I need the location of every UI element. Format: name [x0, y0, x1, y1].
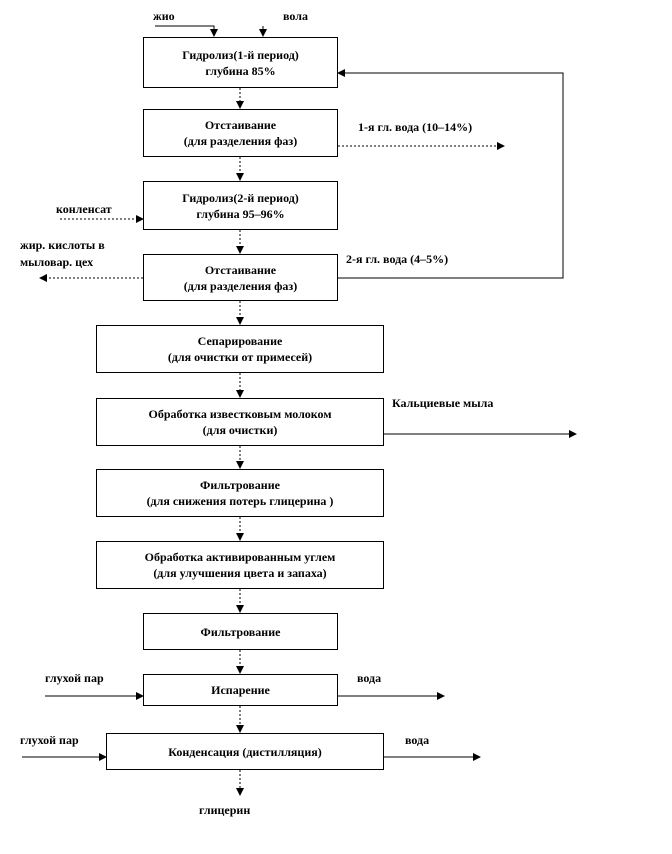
- label-water2-output: 2-я гл. вода (4–5%): [346, 252, 449, 266]
- label-glycerin-output: глицерин: [199, 803, 251, 817]
- step-settling-2: [143, 254, 338, 301]
- step-lime-treatment: [96, 398, 384, 446]
- label-fatty-acids-line1: жир. кислоты в: [20, 238, 105, 252]
- step-title: Отстаивание: [204, 118, 277, 132]
- step-subtitle: глубина 85%: [205, 63, 276, 78]
- label-fat-input: жио: [153, 9, 175, 23]
- step-evaporation: [143, 674, 338, 706]
- step-subtitle: (для разделения фаз): [183, 278, 298, 293]
- step-title: Обработка известковым молоком: [148, 407, 332, 421]
- label-water-evap-output: вода: [357, 671, 382, 685]
- step-title: Фильтрование: [200, 478, 280, 492]
- step-filtration-2: [143, 613, 338, 650]
- step-settling-1: [143, 109, 338, 157]
- label-calcium-soaps-output: Кальциевые мыла: [392, 396, 494, 410]
- step-title: Испарение: [211, 683, 270, 697]
- step-subtitle: (для очистки от примесей): [167, 350, 313, 364]
- step-title: Гидролиз(1-й период): [182, 47, 299, 62]
- step-separation: [96, 325, 384, 373]
- arrow-fat-in: [155, 26, 214, 36]
- label-water-input: вола: [283, 9, 308, 23]
- label-condensate-input: конленсат: [56, 202, 112, 216]
- step-title: Конденсация (дистилляция): [168, 744, 322, 759]
- step-subtitle: (для разделения фаз): [183, 134, 298, 148]
- label-water-cond-output: вода: [405, 733, 430, 747]
- label-water1-output: 1-я гл. вода (10–14%): [358, 120, 473, 134]
- step-hydrolysis-1: [143, 37, 338, 88]
- step-title: Обработка активированным углем: [144, 550, 336, 564]
- step-subtitle: (для улучшения цвета и запаха): [153, 566, 327, 580]
- label-fatty-acids-line2: мыловар. цех: [20, 255, 94, 269]
- step-title: Отстаивание: [204, 262, 277, 277]
- step-filtration-1: [96, 469, 384, 517]
- step-hydrolysis-2: [143, 181, 338, 230]
- arrow-water2-recycle: [338, 73, 563, 278]
- label-steam2-input: глухой пар: [20, 733, 79, 747]
- step-title: Гидролиз(2-й период): [182, 190, 299, 205]
- step-carbon-treatment: [96, 541, 384, 589]
- step-title: Сепарирование: [197, 334, 283, 348]
- step-subtitle: глубина 95–96%: [196, 206, 285, 221]
- step-title: Фильтрование: [200, 624, 281, 639]
- step-subtitle: (для очистки): [202, 423, 278, 437]
- label-steam1-input: глухой пар: [45, 671, 104, 685]
- step-condensation: [106, 733, 384, 770]
- step-subtitle: (для снижения потерь глицерина ): [146, 494, 334, 508]
